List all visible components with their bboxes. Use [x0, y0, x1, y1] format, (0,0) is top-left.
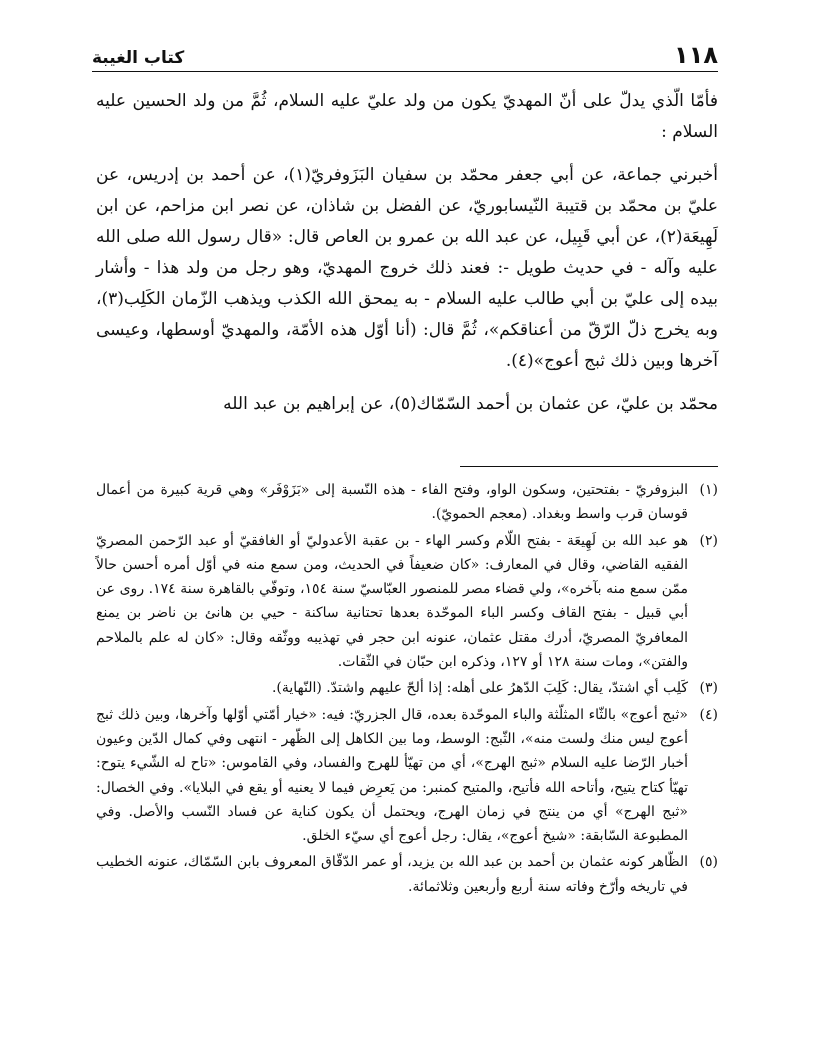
footnote-text: الظّاهر كونه عثمان بن أحمد بن عبد الله بن يزيد، أو عمر الدّقّاق المعروف بابن السّمّاك، عنونه الخطيب في تاريخه وأرّخ وفاته سنة أربع وأربعين وثلاثمائة.	[96, 854, 688, 895]
footnote-number: (٥)	[699, 854, 718, 871]
paragraph: محمّد بن عليّ، عن عثمان بن أحمد السّمّاك(٥)، عن إبراهيم بن عبد الله	[223, 394, 718, 414]
page-number: ١١٨	[674, 41, 718, 69]
footnote-text: هو عبد الله بن لَهِيعَة - بفتح اللّام وكسر الهاء - بن عقبة الأعدوليّ أو الغافقيّ أو عبد الرّحمن المصريّ الفقيه القاضي، وقال في المعارف: «كان ضعيفاً في الحديث، ومن سمع منه في أوّل أمره أحسن حالاً ممّن سمع منه بآخره»، ولي قضاء مصر للمنصور العبّاسيّ سنة ١٥٤، وتوفّي بالقاهرة سنة ١٧٤. روى عن أبي قبيل - بفتح القاف وكسر الباء الموحّدة بعدها تحتانية ساكنة - حيي بن هانئ بن ناضر بن يمنع المعافريّ المصريّ، أدرك مقتل عثمان، عنونه ابن حجر في تهذيبه ووثّقه وقال: «كان له علم بالملاحم والفتن»، ومات سنة ١٢٨ أو ١٢٧، وذكره ابن حبّان في الثّقات.	[96, 532, 689, 671]
footnote	[96, 478, 718, 527]
footnote-number: (٢)	[699, 532, 718, 549]
footnote	[96, 529, 718, 675]
footnote	[96, 850, 718, 899]
footnote	[96, 703, 718, 849]
paragraph: أخبرني جماعة، عن أبي جعفر محمّد بن سفيان البَزَوفريّ(١)، عن أحمد بن إدريس، عن عليّ بن محمّد بن قتيبة النّيسابوريّ، عن الفضل بن شاذان، عن نصر ابن مزاحم، عن ابن لَهِيعَة(٢)، عن أبي قَبِيل، عن عبد الله بن عمرو بن العاص قال: «قال رسول الله صلى الله عليه وآله - في حديث طويل -: فعند ذلك خروج المهديّ، وهو رجل من ولد هذا - وأشار بيده إلى عليّ بن أبي طالب عليه السلام - به يمحق الله الكذب ويذهب الزّمان الكَلِب(٣)، وبه يخرج ذلّ الرّقّ من أعناقكم»، ثُمَّ قال: (أنا أوّل هذه الأمّة، والمهديّ أوسطها، وعيسى آخرها وبين ذلك ثبج أعوج»(٤).	[96, 165, 718, 371]
footnote-number: (٣)	[699, 680, 718, 697]
footnote-text: البزوفريّ - بفتحتين، وسكون الواو، وفتح الفاء - هذه النّسبة إلى «بَزَوْفَر» وهي قرية كبيرة من أعمال قوسان قرب واسط وبغداد. (معجم الحمويّ).	[96, 482, 688, 523]
book-title: كتاب الغيبة	[92, 48, 185, 68]
page-header	[92, 28, 718, 72]
footnote-number: (٤)	[699, 706, 718, 723]
footnote	[96, 676, 718, 700]
footnotes	[96, 478, 718, 901]
footnote-text: كَلِب أي اشتدّ، يقال: كَلِبَ الدّهرُ على أهله: إذا ألحّ عليهم واشتدّ. (النّهاية).	[271, 680, 688, 697]
footnote-text: «ثبج أعوج» بالثّاء المثلّثة والباء الموحّدة بعده، قال الجزريّ: فيه: «خيار أمّتي أوّلها وآخرها، وبين ذلك ثبج أعوج ليس منك ولست منه»، الثّبج: الوسط، وما بين الكاهل إلى الظّهر - انتهى وفي كمال الدّين وعيون أخبار الرّضا عليه السلام «ثبج الهرج»، أي من تهيّأ للهرج والفساد، وفي القاموس: «تاح له الشّيء يتوح: تهيّأ كتاح يتيح، وأتاحه الله فأتيح، والمتيح كمنبر: من يَعرِض فيما لا يعنيه أو يقع في البلايا». وفي الخصال: «ثبج الهرج» أي من ينتج في زمان الهرج، ويحتمل أن يكون كناية عن فساد النّسب والأصل. وفي المطبوعة السّابقة: «شيخ أعوج»، يقال: رجل أعوج أي سيّء الخلق.	[96, 706, 689, 845]
paragraph: فأمّا الّذي يدلّ على أنّ المهديّ يكون من ولد عليّ عليه السلام، ثُمَّ من ولد الحسين عليه السلام :	[96, 91, 718, 142]
footnote-number: (١)	[699, 482, 718, 498]
main-text	[96, 86, 718, 432]
footnote-separator	[460, 466, 718, 467]
